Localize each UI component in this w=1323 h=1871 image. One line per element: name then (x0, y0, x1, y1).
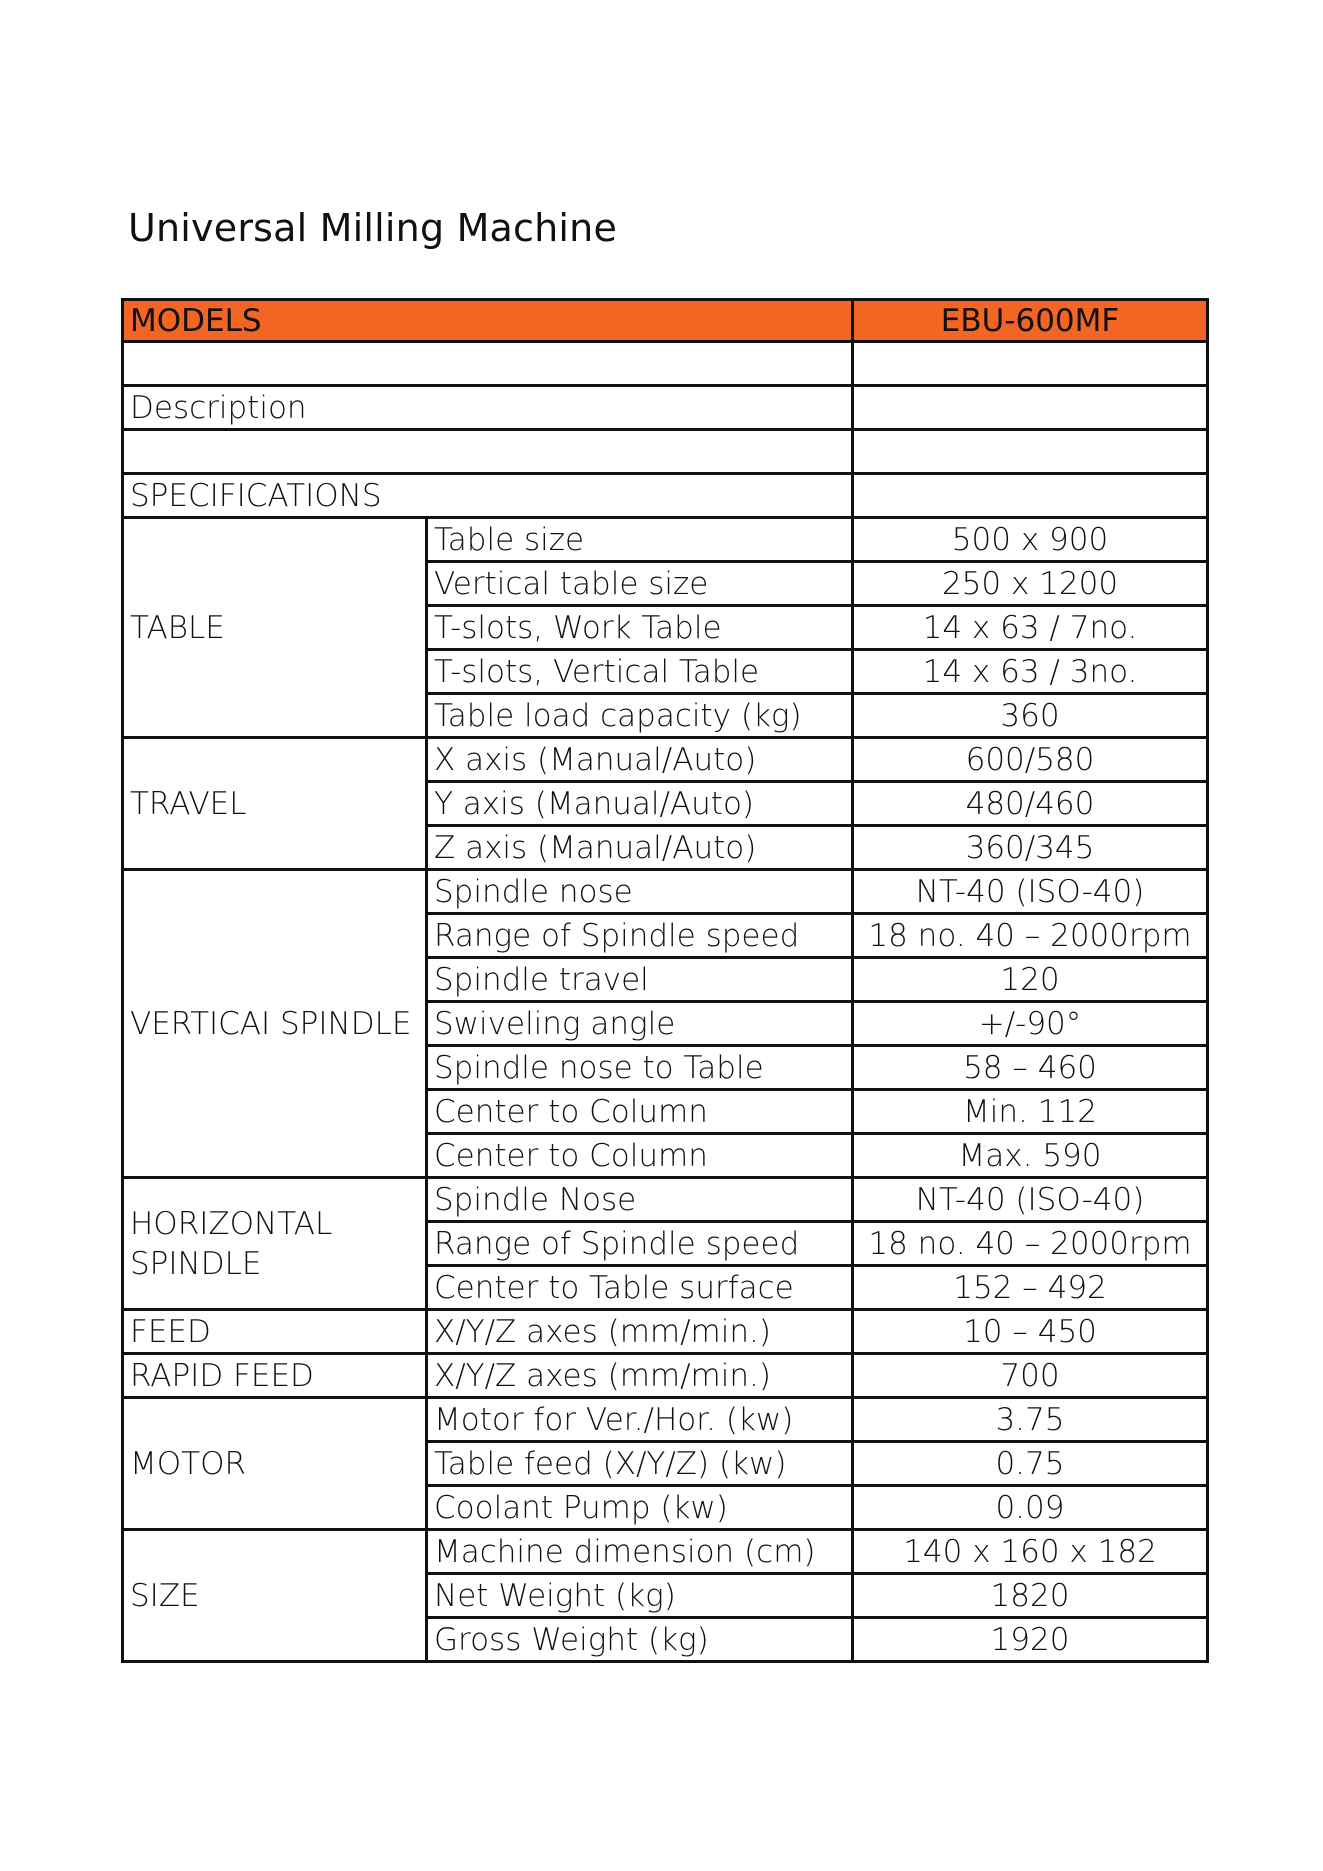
page-title: Universal Milling Machine (128, 206, 618, 250)
description-label: Description (123, 386, 853, 430)
spec-value: 1920 (853, 1618, 1208, 1662)
specifications-table-body (123, 300, 1208, 1662)
specifications-label: SPECIFICATIONS (123, 474, 853, 518)
specifications-table (121, 298, 1209, 1663)
spec-label: Machine dimension (cm) (427, 1530, 853, 1574)
spec-group-name: SIZE (123, 1530, 427, 1662)
model-name: EBU-600MF (853, 300, 1208, 342)
spec-label: Gross Weight (kg) (427, 1618, 853, 1662)
models-label: MODELS (123, 300, 853, 342)
spec-label: Center to Column (427, 1134, 853, 1178)
description-row (123, 386, 1208, 430)
spec-group-name: HORIZONTAL SPINDLE (123, 1178, 427, 1310)
spec-group-name: TABLE (123, 518, 427, 738)
spec-value: 120 (853, 958, 1208, 1002)
spec-label: Range of Spindle speed (427, 1222, 853, 1266)
spec-value: 152 – 492 (853, 1266, 1208, 1310)
spec-label: Spindle travel (427, 958, 853, 1002)
spec-group-name: RAPID FEED (123, 1354, 427, 1398)
spec-group-name: MOTOR (123, 1398, 427, 1530)
blank-row (123, 430, 1208, 474)
spec-label: Center to Column (427, 1090, 853, 1134)
spec-row (123, 518, 1208, 562)
spec-label: X/Y/Z axes (mm/min.) (427, 1310, 853, 1354)
spec-value: 360/345 (853, 826, 1208, 870)
blank-row (123, 342, 1208, 386)
spec-value: 18 no. 40 – 2000rpm (853, 914, 1208, 958)
spec-value: NT-40 (ISO-40) (853, 1178, 1208, 1222)
spec-label: Spindle Nose (427, 1178, 853, 1222)
spec-label: Spindle nose (427, 870, 853, 914)
blank-cell (123, 342, 853, 386)
spec-value: Min. 112 (853, 1090, 1208, 1134)
spec-label: Coolant Pump (kw) (427, 1486, 853, 1530)
spec-row (123, 1354, 1208, 1398)
spec-label: Spindle nose to Table (427, 1046, 853, 1090)
spec-value: 0.75 (853, 1442, 1208, 1486)
spec-label: Table feed (X/Y/Z) (kw) (427, 1442, 853, 1486)
spec-value: 360 (853, 694, 1208, 738)
spec-value: 10 – 450 (853, 1310, 1208, 1354)
blank-cell (853, 342, 1208, 386)
specifications-value (853, 474, 1208, 518)
spec-label: Swiveling angle (427, 1002, 853, 1046)
spec-value: Max. 590 (853, 1134, 1208, 1178)
blank-cell (123, 430, 853, 474)
spec-row (123, 1310, 1208, 1354)
spec-value: 0.09 (853, 1486, 1208, 1530)
spec-row (123, 1178, 1208, 1222)
spec-value: 480/460 (853, 782, 1208, 826)
spec-value: 700 (853, 1354, 1208, 1398)
spec-label: Center to Table surface (427, 1266, 853, 1310)
spec-label: Motor for Ver./Hor. (kw) (427, 1398, 853, 1442)
spec-value: 18 no. 40 – 2000rpm (853, 1222, 1208, 1266)
blank-cell (853, 430, 1208, 474)
spec-value: 500 x 900 (853, 518, 1208, 562)
spec-label: T-slots, Vertical Table (427, 650, 853, 694)
spec-value: 3.75 (853, 1398, 1208, 1442)
spec-label: X axis (Manual/Auto) (427, 738, 853, 782)
spec-value: 140 x 160 x 182 (853, 1530, 1208, 1574)
spec-group-name: FEED (123, 1310, 427, 1354)
spec-value: +/-90° (853, 1002, 1208, 1046)
spec-value: 14 x 63 / 3no. (853, 650, 1208, 694)
spec-group-name: VERTICAI SPINDLE (123, 870, 427, 1178)
spec-value: NT-40 (ISO-40) (853, 870, 1208, 914)
spec-value: 600/580 (853, 738, 1208, 782)
spec-label: Y axis (Manual/Auto) (427, 782, 853, 826)
spec-row (123, 870, 1208, 914)
spec-label: T-slots, Work Table (427, 606, 853, 650)
spec-row (123, 738, 1208, 782)
spec-label: Range of Spindle speed (427, 914, 853, 958)
spec-label: Vertical table size (427, 562, 853, 606)
spec-row (123, 1530, 1208, 1574)
spec-label: Table size (427, 518, 853, 562)
spec-row (123, 1398, 1208, 1442)
spec-value: 14 x 63 / 7no. (853, 606, 1208, 650)
spec-label: Net Weight (kg) (427, 1574, 853, 1618)
spec-label: X/Y/Z axes (mm/min.) (427, 1354, 853, 1398)
table-header-row (123, 300, 1208, 342)
spec-group-name: TRAVEL (123, 738, 427, 870)
specifications-row (123, 474, 1208, 518)
description-value (853, 386, 1208, 430)
spec-label: Z axis (Manual/Auto) (427, 826, 853, 870)
spec-value: 1820 (853, 1574, 1208, 1618)
spec-label: Table load capacity (kg) (427, 694, 853, 738)
spec-value: 58 – 460 (853, 1046, 1208, 1090)
spec-value: 250 x 1200 (853, 562, 1208, 606)
